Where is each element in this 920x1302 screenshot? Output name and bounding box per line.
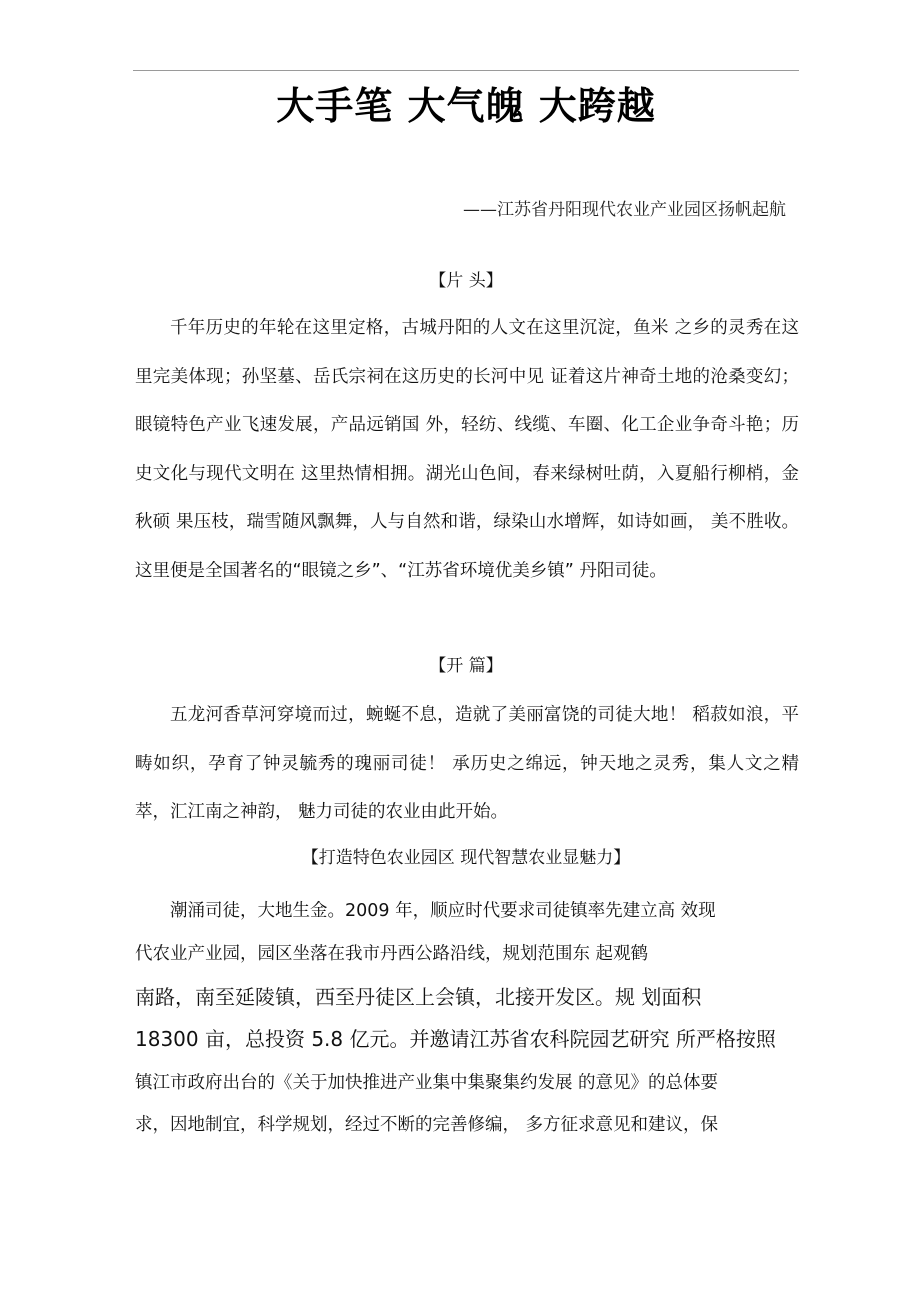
section-heading-agriculture-park: 【打造特色农业园区 现代智慧农业显魅力】 <box>301 848 631 868</box>
body-line: 南路，南至延陵镇，西至丹徒区上会镇，北接开发区。规 划面积 <box>135 985 702 1009</box>
section-heading-opening: 【片 头】 <box>429 271 503 291</box>
section-heading-prologue: 【开 篇】 <box>429 656 503 676</box>
body-line: 求，因地制宜，科学规划，经过不断的完善修编， 多方征求意见和建议，保 <box>135 1115 719 1135</box>
body-line: 镇江市政府出台的《关于加快推进产业集中集聚集约发展 的意见》的总体要 <box>135 1073 719 1093</box>
body-line: 代农业产业园，园区坐落在我市丹西公路沿线，规划范围东 起观鹤 <box>135 944 649 964</box>
header-rule <box>133 70 799 71</box>
section-paragraph-prologue: 五龙河香草河穿境而过，蜿蜒不息，造就了美丽富饶的司徒大地！ 稻菽如浪，平畴如织，孕育了钟灵毓秀的瑰丽司徒！ 承历史之绵远，钟天地之灵秀，集人文之精萃，汇江南之神韵， 魅力司徒的农业由此开始。 <box>135 705 799 823</box>
document-subtitle: ——江苏省丹阳现代农业产业园区扬帆起航 <box>463 200 786 220</box>
document-title: 大手笔 大气魄 大跨越 <box>276 84 656 128</box>
body-line: 潮涌司徒，大地生金。2009 年，顺应时代要求司徒镇率先建立高 效现 <box>170 901 716 921</box>
section-paragraph-opening: 千年历史的年轮在这里定格，古城丹阳的人文在这里沉淀，鱼米 之乡的灵秀在这里完美体现；孙坚墓、岳氏宗祠在这历史的长河中见 证着这片神奇土地的沧桑变幻；眼镜特色产业飞速发展，产品远销国 外，轻纺、线缆、车圈、化工企业争奇斗艳；历史文化与现代文明在 这里热情相拥。湖光山色间，春来绿树吐荫，入夏船行柳梢，金秋硕 果压枝，瑞雪随风飘舞，人与自然和谐，绿染山水增辉，如诗如画， 美不胜收。这里便是全国著名的“眼镜之乡”、“江苏省环境优美乡镇” 丹阳司徒。 <box>135 318 799 581</box>
body-line: 18300 亩，总投资 5.8 亿元。并邀请江苏省农科院园艺研究 所严格按照 <box>135 1027 776 1051</box>
